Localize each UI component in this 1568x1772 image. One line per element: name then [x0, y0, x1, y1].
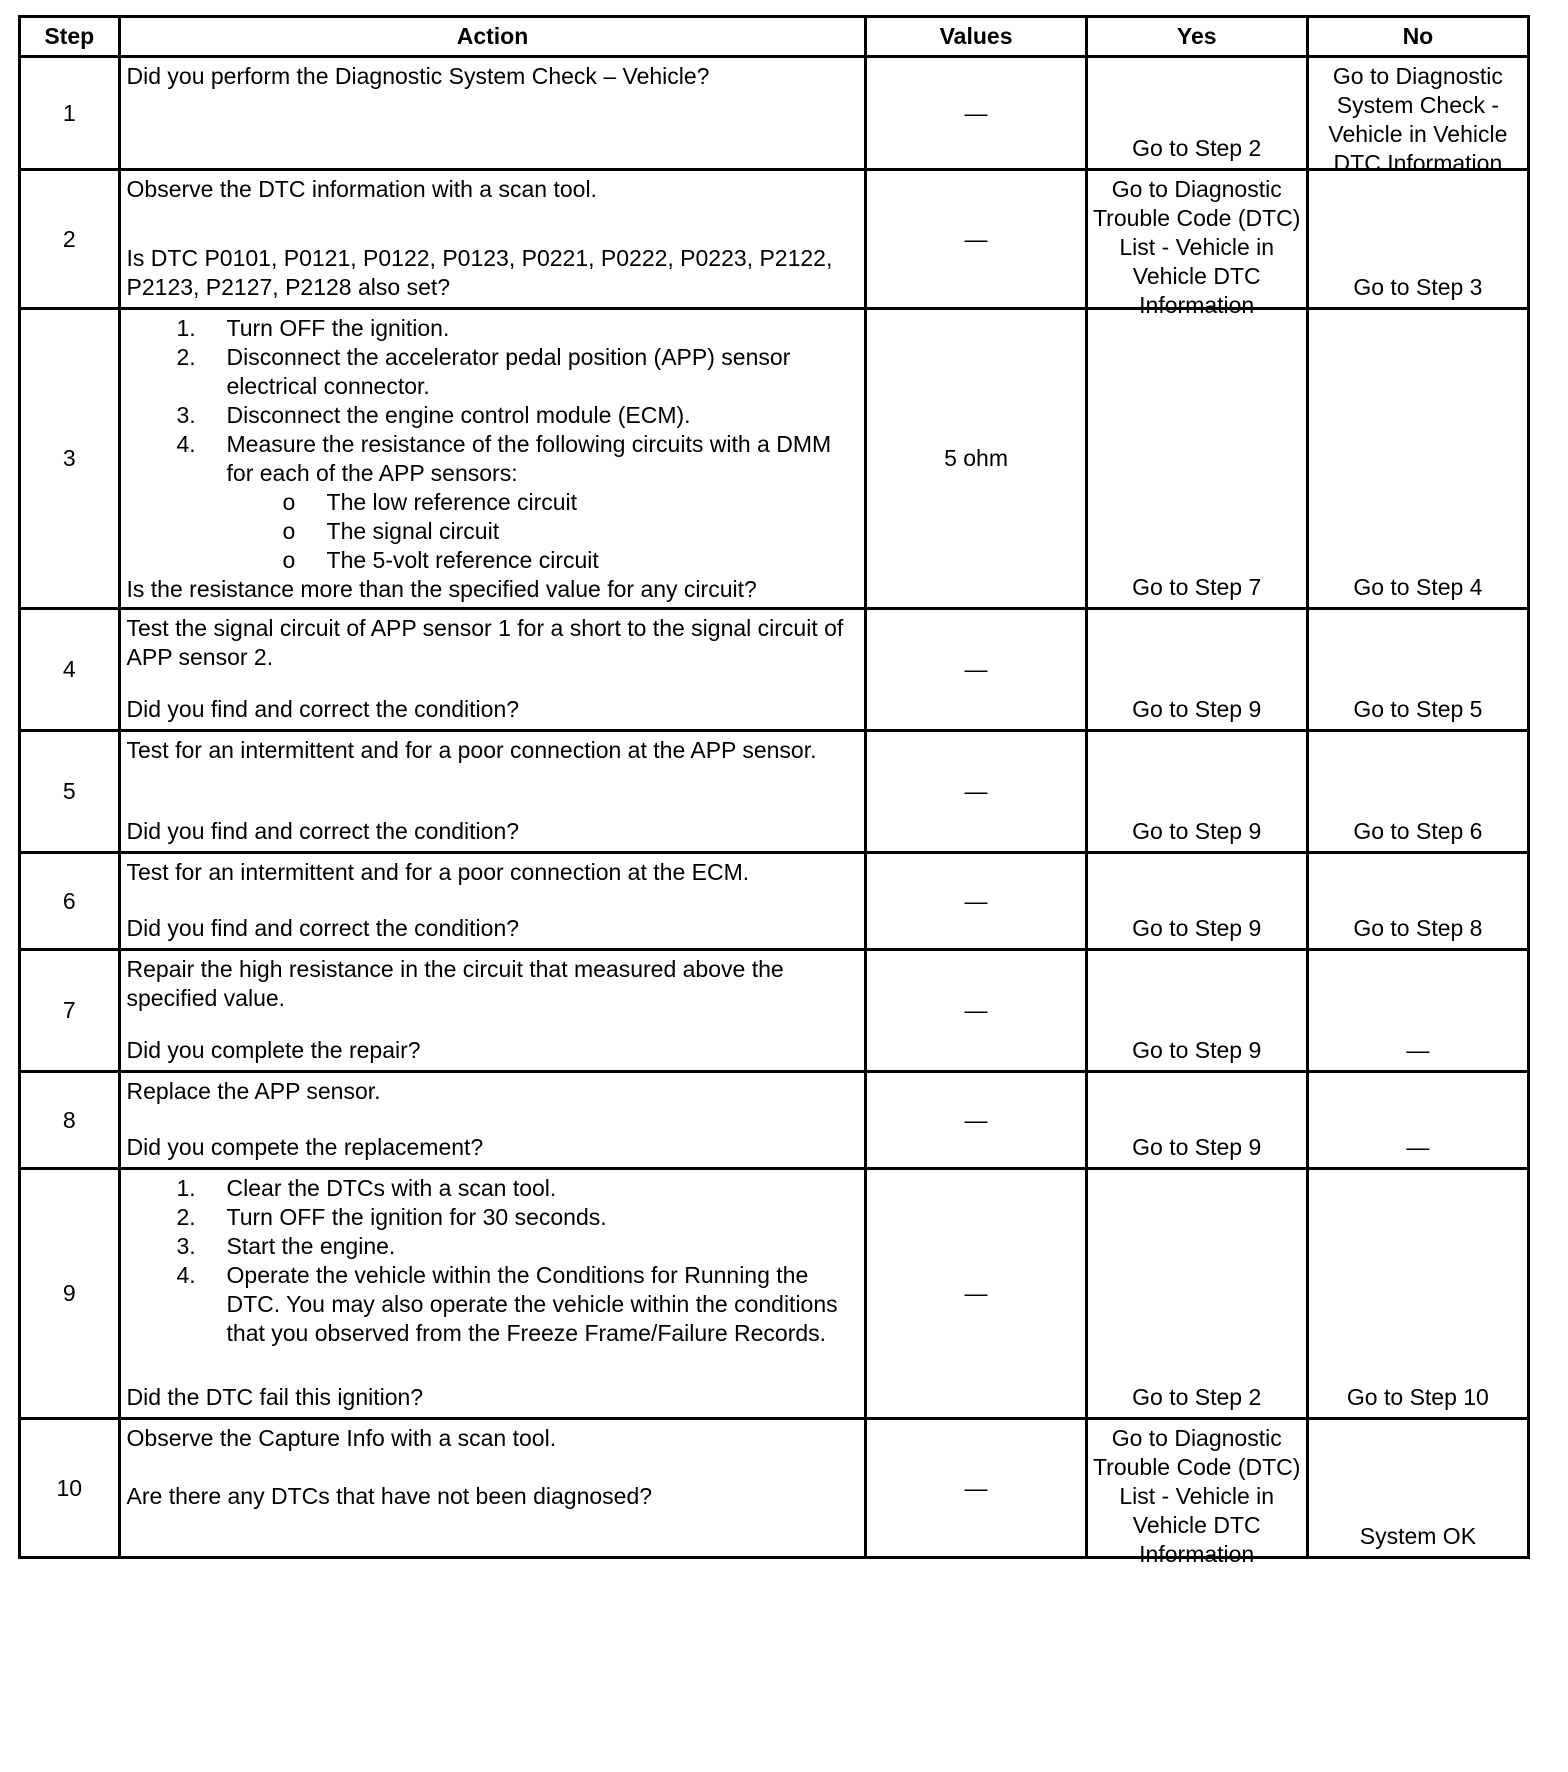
action-question: Did you find and correct the condition?: [126, 696, 520, 722]
no-cell: [1307, 309, 1528, 609]
circuit-sublist: [127, 488, 859, 575]
no-cell: [1307, 853, 1528, 950]
step-number: 10: [20, 1419, 120, 1558]
list-item: 1. Turn OFF the ignition.: [176, 315, 450, 341]
yes-text: Go to Step 7: [1132, 574, 1262, 600]
no-cell: [1307, 57, 1528, 176]
action-cell: [119, 170, 866, 309]
action-question: Is DTC P0101, P0121, P0122, P0123, P0221, P0222, P0223, P2122, P2123, P2127, P2128 also set?: [126, 245, 833, 300]
action-text: Observe the DTC information with a scan tool.: [126, 176, 597, 202]
list-item: 3. Disconnect the engine control module (ECM).: [176, 402, 691, 428]
step-number: 7: [20, 950, 120, 1072]
action-question: Are there any DTCs that have not been diagnosed?: [126, 1483, 653, 1509]
no-cell: [1307, 609, 1528, 731]
value-cell: —: [866, 1419, 1086, 1558]
action-question: Did you find and correct the condition?: [126, 915, 520, 941]
yes-text: Go to Diagnostic Trouble Code (DTC) List - Vehicle in Vehicle DTC Information: [1092, 1425, 1301, 1567]
header-row: [20, 17, 1529, 57]
step-number: 3: [20, 309, 120, 609]
no-text: System OK: [1359, 1523, 1477, 1549]
table-row: [20, 950, 1529, 1072]
table-row: [20, 1072, 1529, 1169]
diagnostic-table: [18, 15, 1530, 1567]
step-number: 5: [20, 731, 120, 853]
list-item: 3. Start the engine.: [176, 1233, 396, 1259]
procedure-list: [127, 314, 859, 488]
list-item: 1. Clear the DTCs with a scan tool.: [176, 1175, 557, 1201]
table-row: [20, 609, 1529, 731]
action-cell: [119, 1072, 866, 1169]
action-cell: [119, 309, 866, 609]
no-text: Go to Step 6: [1353, 818, 1483, 844]
table-row: [20, 731, 1529, 853]
value-cell: —: [866, 57, 1086, 170]
action-question: Is the resistance more than the specified value for any circuit?: [126, 576, 757, 602]
value-cell: —: [866, 1072, 1086, 1169]
yes-cell: [1086, 950, 1307, 1072]
yes-cell: [1086, 309, 1307, 609]
value-cell: 5 ohm: [866, 309, 1086, 609]
sublist-item: o The signal circuit: [282, 518, 500, 544]
header-action: Action: [119, 17, 866, 57]
table-row: [20, 1419, 1529, 1558]
yes-cell: [1086, 1419, 1307, 1567]
value-cell: —: [866, 170, 1086, 309]
no-cell: [1307, 170, 1528, 309]
list-item: 4. Operate the vehicle within the Conditions for Running the DTC. You may also operate the vehicle within the conditions that you observed from the Freeze Frame/Failure Records.: [176, 1262, 838, 1346]
table-row: [20, 170, 1529, 309]
yes-cell: [1086, 731, 1307, 853]
no-text: Go to Step 5: [1353, 696, 1483, 722]
sublist-item: o The 5-volt reference circuit: [282, 547, 599, 573]
action-cell: [119, 57, 866, 170]
sublist-item: o The low reference circuit: [282, 489, 578, 515]
action-cell: [119, 1169, 866, 1419]
yes-cell: [1086, 57, 1307, 170]
action-cell: [119, 950, 866, 1072]
list-item: 4. Measure the resistance of the following circuits with a DMM for each of the APP sensors:: [176, 431, 832, 486]
action-text: Replace the APP sensor.: [126, 1078, 381, 1104]
yes-text: Go to Step 9: [1132, 818, 1262, 844]
no-text: Go to Diagnostic System Check - Vehicle in Vehicle DTC Information: [1328, 63, 1508, 176]
step-number: 2: [20, 170, 120, 309]
step-number: 1: [20, 57, 120, 170]
action-cell: [119, 1419, 866, 1558]
header-yes: Yes: [1086, 17, 1307, 57]
table-row: [20, 57, 1529, 170]
no-cell: [1307, 731, 1528, 853]
action-text: Did you perform the Diagnostic System Check – Vehicle?: [126, 63, 710, 89]
action-text: Observe the Capture Info with a scan tool.: [126, 1425, 557, 1451]
procedure-list: [127, 1174, 859, 1348]
no-text: Go to Step 8: [1353, 915, 1483, 941]
yes-cell: [1086, 853, 1307, 950]
action-question: Did the DTC fail this ignition?: [126, 1384, 424, 1410]
step-number: 8: [20, 1072, 120, 1169]
yes-text: Go to Step 9: [1132, 1134, 1262, 1160]
value-cell: —: [866, 731, 1086, 853]
no-text: —: [1406, 1037, 1430, 1063]
yes-text: Go to Diagnostic Trouble Code (DTC) List - Vehicle in Vehicle DTC Information: [1092, 176, 1301, 318]
no-cell: [1307, 1169, 1528, 1419]
table-row: [20, 1169, 1529, 1419]
value-cell: —: [866, 950, 1086, 1072]
yes-text: Go to Step 9: [1132, 1037, 1262, 1063]
header-step: Step: [20, 17, 120, 57]
yes-text: Go to Step 9: [1132, 696, 1262, 722]
list-item: 2. Disconnect the accelerator pedal position (APP) sensor electrical connector.: [176, 344, 791, 399]
header-values: Values: [866, 17, 1086, 57]
yes-text: Go to Step 2: [1132, 1384, 1262, 1410]
action-cell: [119, 731, 866, 853]
table-row: [20, 853, 1529, 950]
action-cell: [119, 609, 866, 731]
no-cell: [1307, 1072, 1528, 1169]
list-item: 2. Turn OFF the ignition for 30 seconds.: [176, 1204, 607, 1230]
no-text: Go to Step 4: [1353, 574, 1483, 600]
no-cell: [1307, 950, 1528, 1072]
value-cell: —: [866, 1169, 1086, 1419]
action-question: Did you complete the repair?: [126, 1037, 421, 1063]
no-cell: [1307, 1419, 1528, 1558]
table-row: [20, 309, 1529, 609]
action-text: Test for an intermittent and for a poor connection at the APP sensor.: [126, 737, 817, 763]
action-text: Test the signal circuit of APP sensor 1 for a short to the signal circuit of APP sensor 2.: [126, 615, 844, 670]
action-question: Did you compete the replacement?: [126, 1134, 484, 1160]
value-cell: —: [866, 853, 1086, 950]
no-text: —: [1406, 1134, 1430, 1160]
action-question: Did you find and correct the condition?: [126, 818, 520, 844]
value-cell: —: [866, 609, 1086, 731]
action-text: Repair the high resistance in the circuit that measured above the specified value.: [126, 956, 784, 1011]
yes-cell: [1086, 170, 1307, 318]
yes-cell: [1086, 609, 1307, 731]
yes-cell: [1086, 1072, 1307, 1169]
no-text: Go to Step 10: [1346, 1384, 1489, 1410]
action-cell: [119, 853, 866, 950]
action-text: Test for an intermittent and for a poor connection at the ECM.: [126, 859, 750, 885]
step-number: 4: [20, 609, 120, 731]
yes-cell: [1086, 1169, 1307, 1419]
yes-text: Go to Step 9: [1132, 915, 1262, 941]
step-number: 6: [20, 853, 120, 950]
header-no: No: [1307, 17, 1528, 57]
yes-text: Go to Step 2: [1132, 135, 1262, 161]
step-number: 9: [20, 1169, 120, 1419]
no-text: Go to Step 3: [1353, 274, 1483, 300]
